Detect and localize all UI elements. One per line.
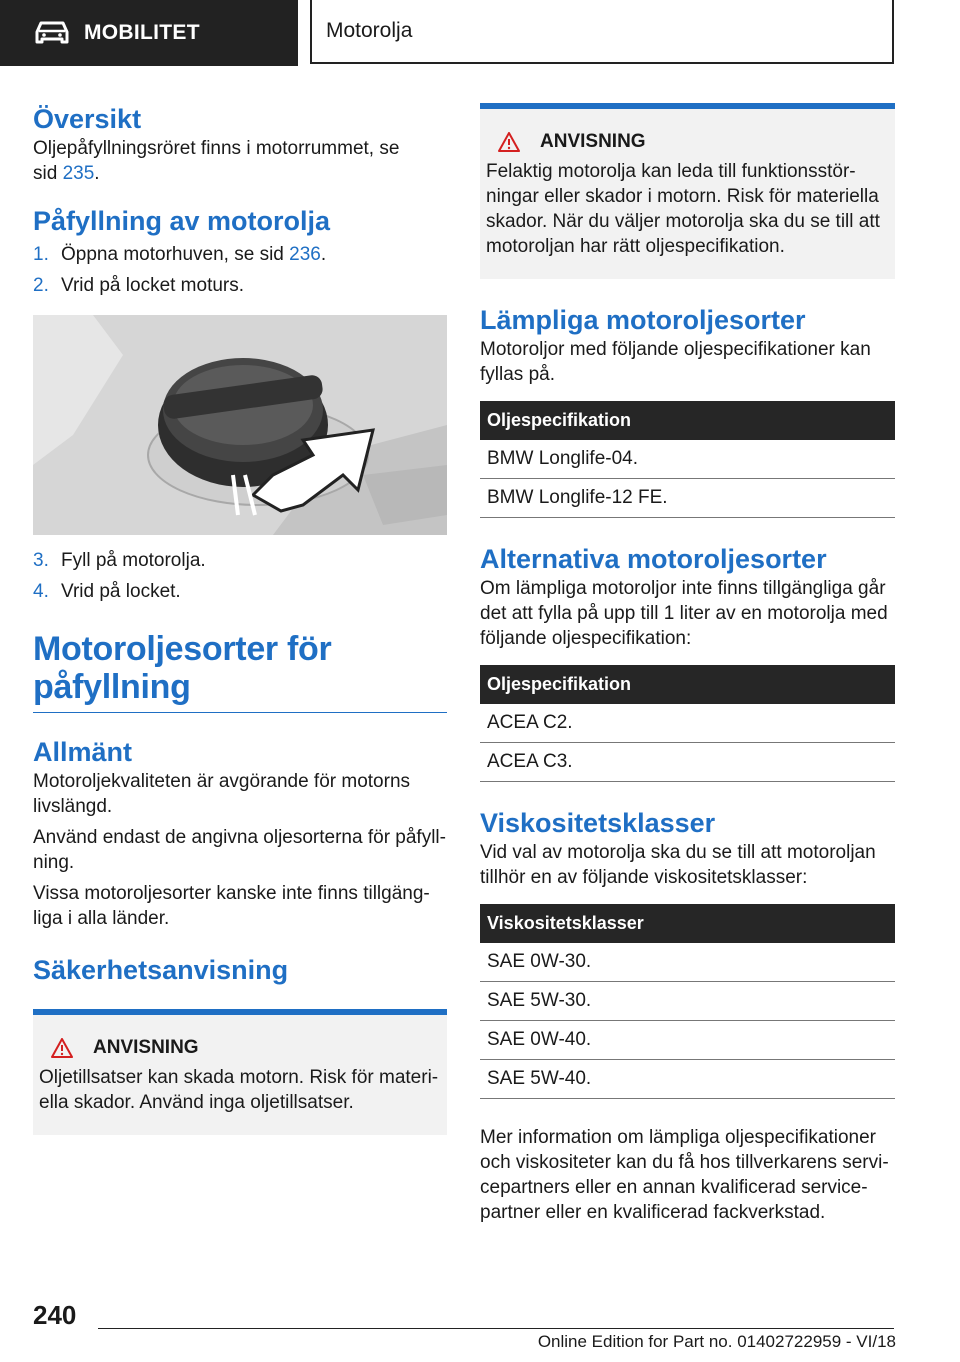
oil-cap-illustration xyxy=(33,315,447,535)
page-link-235[interactable]: 235 xyxy=(62,163,95,184)
table-row: BMW Longlife-12 FE. xyxy=(480,479,895,518)
page-header xyxy=(0,0,960,66)
step-item: 3. Fyll på motorolja. xyxy=(33,550,206,571)
footer-divider xyxy=(98,1328,894,1329)
warning-icon xyxy=(498,132,520,152)
step-item: 1. Öppna motorhuven, se sid 236. xyxy=(33,244,327,265)
section-tab xyxy=(0,0,298,66)
edition-text: Online Edition for Part no. 01402722959 - VI/18 xyxy=(537,1332,896,1351)
table-row: ACEA C2. xyxy=(480,704,895,743)
table-header: Viskositetsklasser xyxy=(480,904,895,943)
heading-pafyllning: Påfyllning av motorolja xyxy=(33,206,331,236)
oil-spec-table xyxy=(480,401,895,518)
alt-oil-spec-table xyxy=(480,665,895,782)
page-link-236[interactable]: 236 xyxy=(289,244,321,265)
heading-alternativa: Alternativa motoroljesorter xyxy=(480,544,827,574)
main-heading: Motoroljesorter för påfyllning xyxy=(33,630,332,706)
oversikt-text: Oljepåfyllningsröret finns i motorrummet, se sid 235. xyxy=(33,138,400,184)
heading-allmant: Allmänt xyxy=(33,737,133,767)
viscosity-table xyxy=(480,904,895,1099)
notice-text: Felaktig motorolja kan leda till funktionsstörningar eller skador i motorn. Risk för materiella skador. När du väljer motorolja ska du se till att motoroljan har rätt oljespecifikation. xyxy=(486,161,880,257)
chapter-label: Motorolja xyxy=(326,19,413,42)
left-column xyxy=(33,100,447,1135)
chapter-tab xyxy=(310,0,894,64)
heading-oversikt: Översikt xyxy=(33,104,142,134)
notice-text: Oljetillsatser kan skada motorn. Risk för materiella skador. Använd inga oljetillsatser. xyxy=(39,1067,439,1113)
page-footer xyxy=(0,1300,960,1360)
table-row: SAE 0W-30. xyxy=(480,943,895,982)
heading-viskositet: Viskositetsklasser xyxy=(480,808,716,838)
main-heading-wrap xyxy=(33,630,447,713)
page-number: 240 xyxy=(33,1300,77,1330)
table-row: BMW Longlife-04. xyxy=(480,440,895,479)
allmant-p2: Använd endast de angivna oljesorterna för påfyllning. xyxy=(33,827,446,873)
section-label: MOBILITET xyxy=(84,21,200,44)
alternativa-text: Om lämpliga motoroljor inte finns tillgängliga går det att fylla på upp till 1 liter av en motorolja med följande oljespecifikation: xyxy=(480,578,888,649)
steps-list-bottom xyxy=(33,548,447,604)
table-row: SAE 5W-30. xyxy=(480,982,895,1021)
notice-title: ANVISNING xyxy=(39,1037,441,1059)
warning-icon xyxy=(51,1038,73,1058)
right-column xyxy=(480,103,895,1225)
viskositet-text: Vid val av motorolja ska du se till att motoroljan tillhör en av följande viskositetsklasser: xyxy=(480,842,876,888)
oil-cap-photo xyxy=(33,315,447,535)
heading-lampliga: Lämpliga motoroljesorter xyxy=(480,305,806,335)
steps-list-top xyxy=(33,242,447,298)
table-row: SAE 0W-40. xyxy=(480,1021,895,1060)
notice-box-right xyxy=(480,103,895,279)
more-info-text: Mer information om lämpliga oljespecifikationer och viskositeter kan du få hos tillverkarens servicepartners eller en annan kvalificerad servicepartner eller en kvalificerad fackverkstad. xyxy=(480,1127,889,1223)
table-header: Oljespecifikation xyxy=(480,665,895,704)
allmant-p1: Motoroljekvaliteten är avgörande för motorns livslängd. xyxy=(33,771,411,817)
notice-box-left xyxy=(33,1009,447,1135)
notice-title: ANVISNING xyxy=(486,131,889,153)
car-icon xyxy=(34,20,70,46)
step-item: 2. Vrid på locket moturs. xyxy=(33,275,245,296)
heading-sakerhet: Säkerhetsanvisning xyxy=(33,955,289,985)
table-row: ACEA C3. xyxy=(480,743,895,782)
allmant-p3: Vissa motoroljesorter kanske inte finns tillgängliga i alla länder. xyxy=(33,883,430,929)
step-item: 4. Vrid på locket. xyxy=(33,581,181,602)
lampliga-text: Motoroljor med följande oljespecifikationer kan fyllas på. xyxy=(480,339,871,385)
table-row: SAE 5W-40. xyxy=(480,1060,895,1099)
table-header: Oljespecifikation xyxy=(480,401,895,440)
